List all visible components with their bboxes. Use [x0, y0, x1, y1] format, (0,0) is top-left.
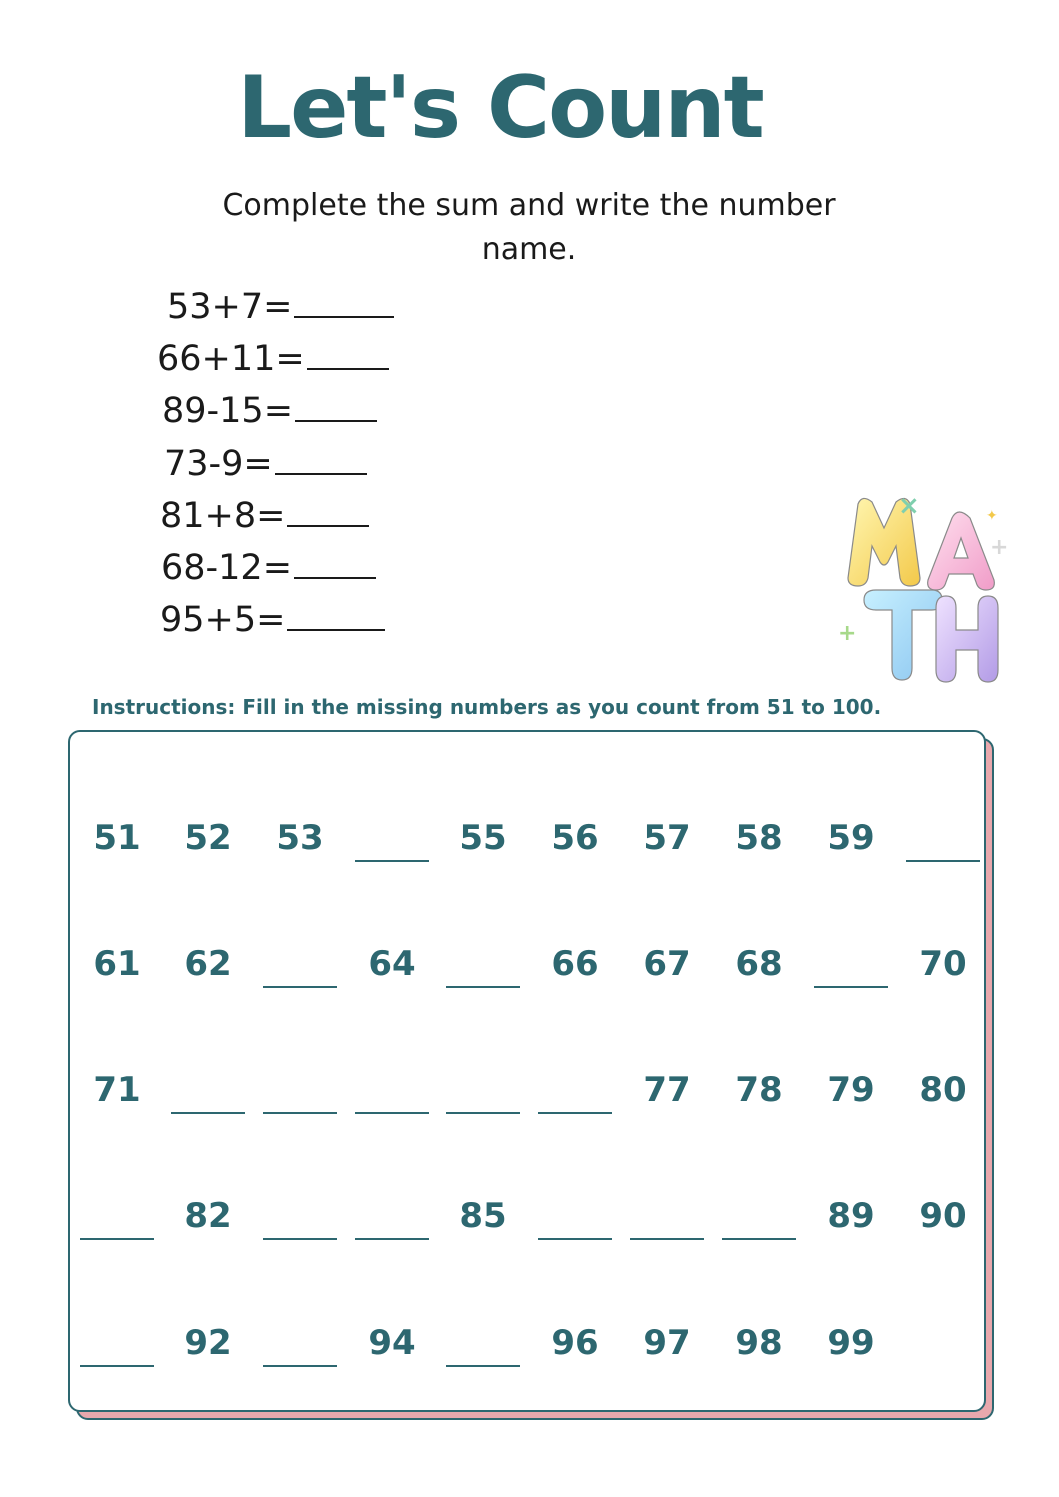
- math-logo-icon: [836, 490, 1026, 690]
- grid-number: 58: [735, 818, 783, 858]
- sum-row: [164, 443, 367, 484]
- grid-number: 92: [184, 1323, 232, 1363]
- missing-number-blank[interactable]: [355, 1112, 429, 1114]
- missing-number-blank[interactable]: [263, 986, 337, 988]
- grid-number: 59: [827, 818, 875, 858]
- sum-row: [160, 495, 369, 536]
- answer-blank[interactable]: [307, 338, 389, 370]
- grid-number: 90: [919, 1196, 967, 1236]
- svg-text:+: +: [990, 535, 1009, 560]
- missing-number-blank[interactable]: [722, 1238, 796, 1240]
- answer-blank[interactable]: [295, 390, 377, 422]
- missing-number-blank[interactable]: [446, 986, 520, 988]
- grid-number: 56: [551, 818, 599, 858]
- sum-row: [161, 547, 376, 588]
- answer-blank[interactable]: [294, 547, 376, 579]
- grid-number: 67: [643, 944, 691, 984]
- answer-blank[interactable]: [287, 495, 369, 527]
- missing-number-blank[interactable]: [263, 1112, 337, 1114]
- grid-number: 78: [735, 1070, 783, 1110]
- grid-number: 97: [643, 1323, 691, 1363]
- sum-expression: 89-15=: [162, 391, 294, 431]
- sum-expression: 53+7=: [167, 287, 293, 327]
- subtitle: Complete the sum and write the number name.: [222, 188, 836, 267]
- sum-expression: 95+5=: [160, 600, 286, 640]
- grid-number: 66: [551, 944, 599, 984]
- sum-expression: 68-12=: [161, 548, 293, 588]
- sum-row: [167, 286, 394, 327]
- missing-number-blank[interactable]: [906, 860, 980, 862]
- sum-row: [162, 390, 377, 431]
- grid-number: 62: [184, 944, 232, 984]
- missing-number-blank[interactable]: [355, 860, 429, 862]
- grid-number: 57: [643, 818, 691, 858]
- svg-text:+: +: [838, 621, 857, 646]
- grid-number: 82: [184, 1196, 232, 1236]
- grid-number: 64: [368, 944, 416, 984]
- sum-expression: 73-9=: [164, 444, 273, 484]
- grid-number: 61: [93, 944, 141, 984]
- grid-number: 53: [276, 818, 324, 858]
- grid-number: 96: [551, 1323, 599, 1363]
- missing-number-blank[interactable]: [538, 1238, 612, 1240]
- svg-text:✦: ✦: [986, 508, 998, 524]
- sum-row: [160, 599, 385, 640]
- grid-number: 71: [93, 1070, 141, 1110]
- svg-text:×: ×: [898, 491, 920, 521]
- missing-number-blank[interactable]: [446, 1112, 520, 1114]
- answer-blank[interactable]: [294, 286, 394, 318]
- instructions: Instructions: Fill in the missing numbers as you count from 51 to 100.: [92, 695, 882, 719]
- missing-number-blank[interactable]: [171, 1112, 245, 1114]
- grid-number: 79: [827, 1070, 875, 1110]
- missing-number-blank[interactable]: [538, 1112, 612, 1114]
- grid-number: 85: [459, 1196, 507, 1236]
- sum-expression: 66+11=: [157, 339, 305, 379]
- answer-blank[interactable]: [287, 599, 385, 631]
- missing-number-blank[interactable]: [446, 1365, 520, 1367]
- missing-number-blank[interactable]: [814, 986, 888, 988]
- missing-number-blank[interactable]: [80, 1238, 154, 1240]
- answer-blank[interactable]: [275, 443, 367, 475]
- grid-number: 68: [735, 944, 783, 984]
- grid-number: 80: [919, 1070, 967, 1110]
- missing-number-blank[interactable]: [80, 1365, 154, 1367]
- grid-number: 77: [643, 1070, 691, 1110]
- grid-number: 89: [827, 1196, 875, 1236]
- grid-number: 52: [184, 818, 232, 858]
- grid-number: 99: [827, 1323, 875, 1363]
- grid-number: 94: [368, 1323, 416, 1363]
- sum-expression: 81+8=: [160, 496, 286, 536]
- page-title: Let's Count: [237, 58, 763, 158]
- missing-number-blank[interactable]: [263, 1238, 337, 1240]
- grid-number: 55: [459, 818, 507, 858]
- missing-number-blank[interactable]: [355, 1238, 429, 1240]
- grid-number: 98: [735, 1323, 783, 1363]
- sum-row: [157, 338, 389, 379]
- grid-number: 70: [919, 944, 967, 984]
- missing-number-blank[interactable]: [630, 1238, 704, 1240]
- missing-number-blank[interactable]: [263, 1365, 337, 1367]
- grid-number: 51: [93, 818, 141, 858]
